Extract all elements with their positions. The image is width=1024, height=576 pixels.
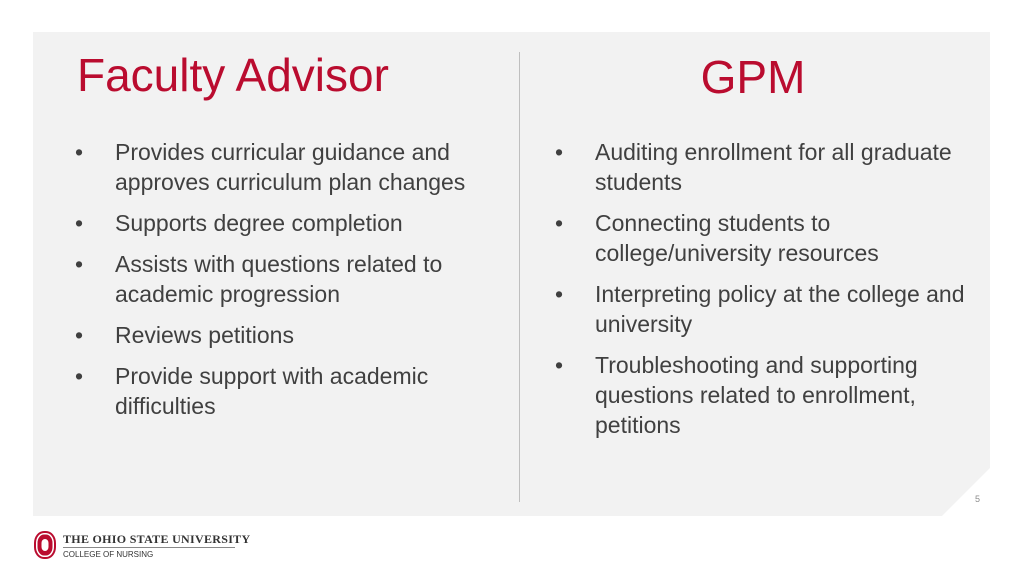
logo-university-name: THE OHIO STATE UNIVERSITY bbox=[63, 532, 251, 546]
logo-divider bbox=[63, 547, 235, 548]
faculty-advisor-list bbox=[73, 137, 493, 432]
faculty-advisor-title: Faculty Advisor bbox=[77, 49, 389, 101]
column-divider bbox=[519, 52, 520, 502]
gpm-title: GPM bbox=[700, 51, 806, 103]
page-curl-corner bbox=[942, 468, 990, 516]
list-item: • Auditing enrollment for all graduate students bbox=[553, 137, 973, 197]
slide-panel bbox=[33, 32, 990, 516]
list-item: • Troubleshooting and supporting questions related to enrollment, petitions bbox=[553, 350, 973, 440]
list-item: • Reviews petitions bbox=[73, 320, 493, 350]
logo-college-name: COLLEGE OF NURSING bbox=[63, 550, 154, 559]
list-item: • Provides curricular guidance and approves curriculum plan changes bbox=[73, 137, 493, 197]
block-o-icon bbox=[33, 530, 57, 560]
list-item: • Interpreting policy at the college and university bbox=[553, 279, 973, 339]
list-item: • Connecting students to college/university resources bbox=[553, 208, 973, 268]
list-item: • Assists with questions related to academic progression bbox=[73, 249, 493, 309]
page-number: 5 bbox=[974, 494, 980, 504]
list-item: • Provide support with academic difficulties bbox=[73, 361, 493, 421]
gpm-list bbox=[553, 137, 973, 451]
list-item: • Supports degree completion bbox=[73, 208, 493, 238]
